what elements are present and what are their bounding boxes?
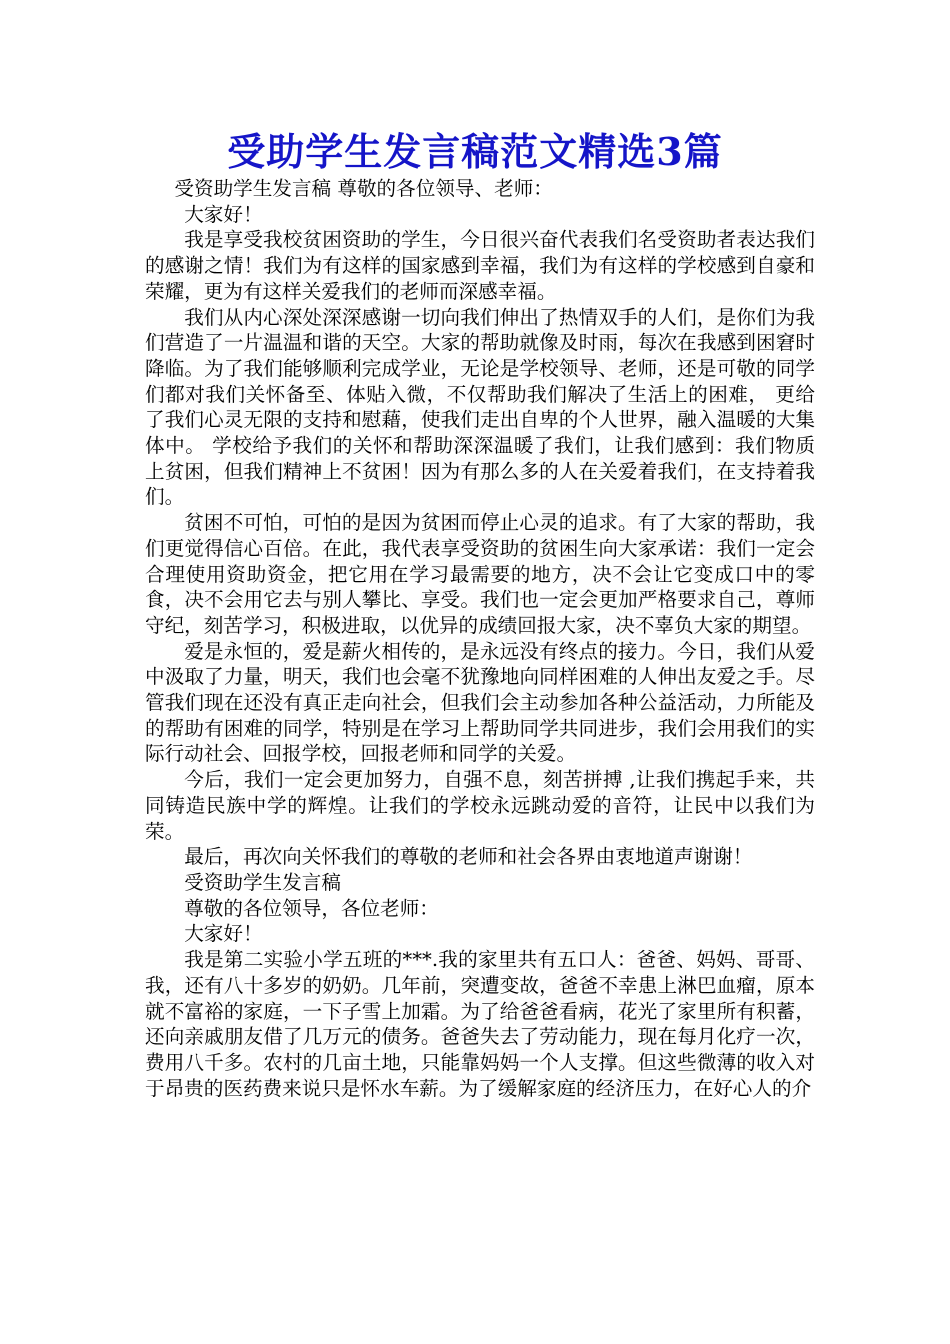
document-title: 受助学生发言稿范文精选3篇 [227, 129, 723, 174]
paragraph-greeting: 大家好！ [184, 202, 263, 226]
paragraph-salutation: 尊敬的各位领导，各位老师： [184, 896, 439, 920]
document-body [145, 176, 815, 1101]
paragraph: 我是第二实验小学五班的***.我的家里共有五口人：爸爸、妈妈、哥哥、我，还有八十多岁的奶奶。几年前，突遭变故，爸爸不幸患上淋巴血瘤，原本就不富裕的家庭，一下子雪上加霜。为了给爸爸看病，花光了家里所有积蓄，还向亲戚朋友借了几万元的债务。爸爸失去了劳动能力，现在每月化疗一次，费用八千多。农村的几亩土地，只能靠妈妈一个人支撑。但这些微薄的收入对于昂贵的医药费来说只是怀水车薪。为了缓解家庭的经济压力，在好心人的介 [145, 948, 815, 1100]
paragraph: 今后，我们一定会更加努力，自强不息，刻苦拼搏 ,让我们携起手来，共同铸造民族中学的辉煌。让我们的学校永远跳动爱的音符，让民中以我们为荣。 [145, 768, 815, 843]
paragraph: 我是享受我校贫困资助的学生，今日很兴奋代表我们名受资助者表达我们的感谢之情！我们为有这样的国家感到幸福，我们为有这样的学校感到自豪和荣耀，更为有这样关爱我们的老师而深感幸福。 [145, 228, 815, 303]
paragraph-greeting: 大家好！ [184, 922, 263, 946]
paragraph-salutation: 受资助学生发言稿 尊敬的各位领导、老师： [174, 177, 553, 200]
paragraph-section-heading: 受资助学生发言稿 [184, 870, 341, 894]
paragraph: 贫困不可怕，可怕的是因为贫困而停止心灵的追求。有了大家的帮助，我们更觉得信心百倍。在此，我代表享受资助的贫困生向大家承诺：我们一定会合理使用资助资金，把它用在学习最需要的地方，决不会让它变成口中的零食，决不会用它去与别人攀比、享受。我们也一定会更加严格要求自己，尊师守纪，刻苦学习，积极进取，以优异的成绩回报大家，决不辜负大家的期望。 [145, 511, 815, 637]
paragraph-closing: 最后，再次向关怀我们的尊敬的老师和社会各界由衷地道声谢谢！ [184, 845, 753, 869]
paragraph: 我们从内心深处深深感谢一切向我们伸出了热情双手的人们，是你们为我们营造了一片温温和谐的天空。大家的帮助就像及时雨，每次在我感到困窘时降临。为了我们能够顺利完成学业，无论是学校领导、老师，还是可敬的同学们都对我们关怀备至、体贴入微，不仅帮助我们解决了生活上的困难， 更给了我们心灵无限的支持和慰藉，使我们走出自卑的个人世界，融入温暖的大集体中。 学校给予我们的关怀和帮助深深温暖了我们，让我们感到：我们物质上贫困，但我们精神上不贫困！因为有那么多的人在关爱着我们，在支持着我们。 [145, 305, 815, 509]
paragraph: 爱是永恒的，爱是薪火相传的，是永远没有终点的接力。今日，我们从爱中汲取了力量，明天，我们也会毫不犹豫地向同样困难的人伸出友爱之手。尽管我们现在还没有真正走向社会，但我们会主动参加各种公益活动，力所能及的帮助有困难的同学，特别是在学习上帮助同学共同进步，我们会用我们的实际行动社会、回报学校，回报老师和同学的关爱。 [145, 639, 815, 766]
